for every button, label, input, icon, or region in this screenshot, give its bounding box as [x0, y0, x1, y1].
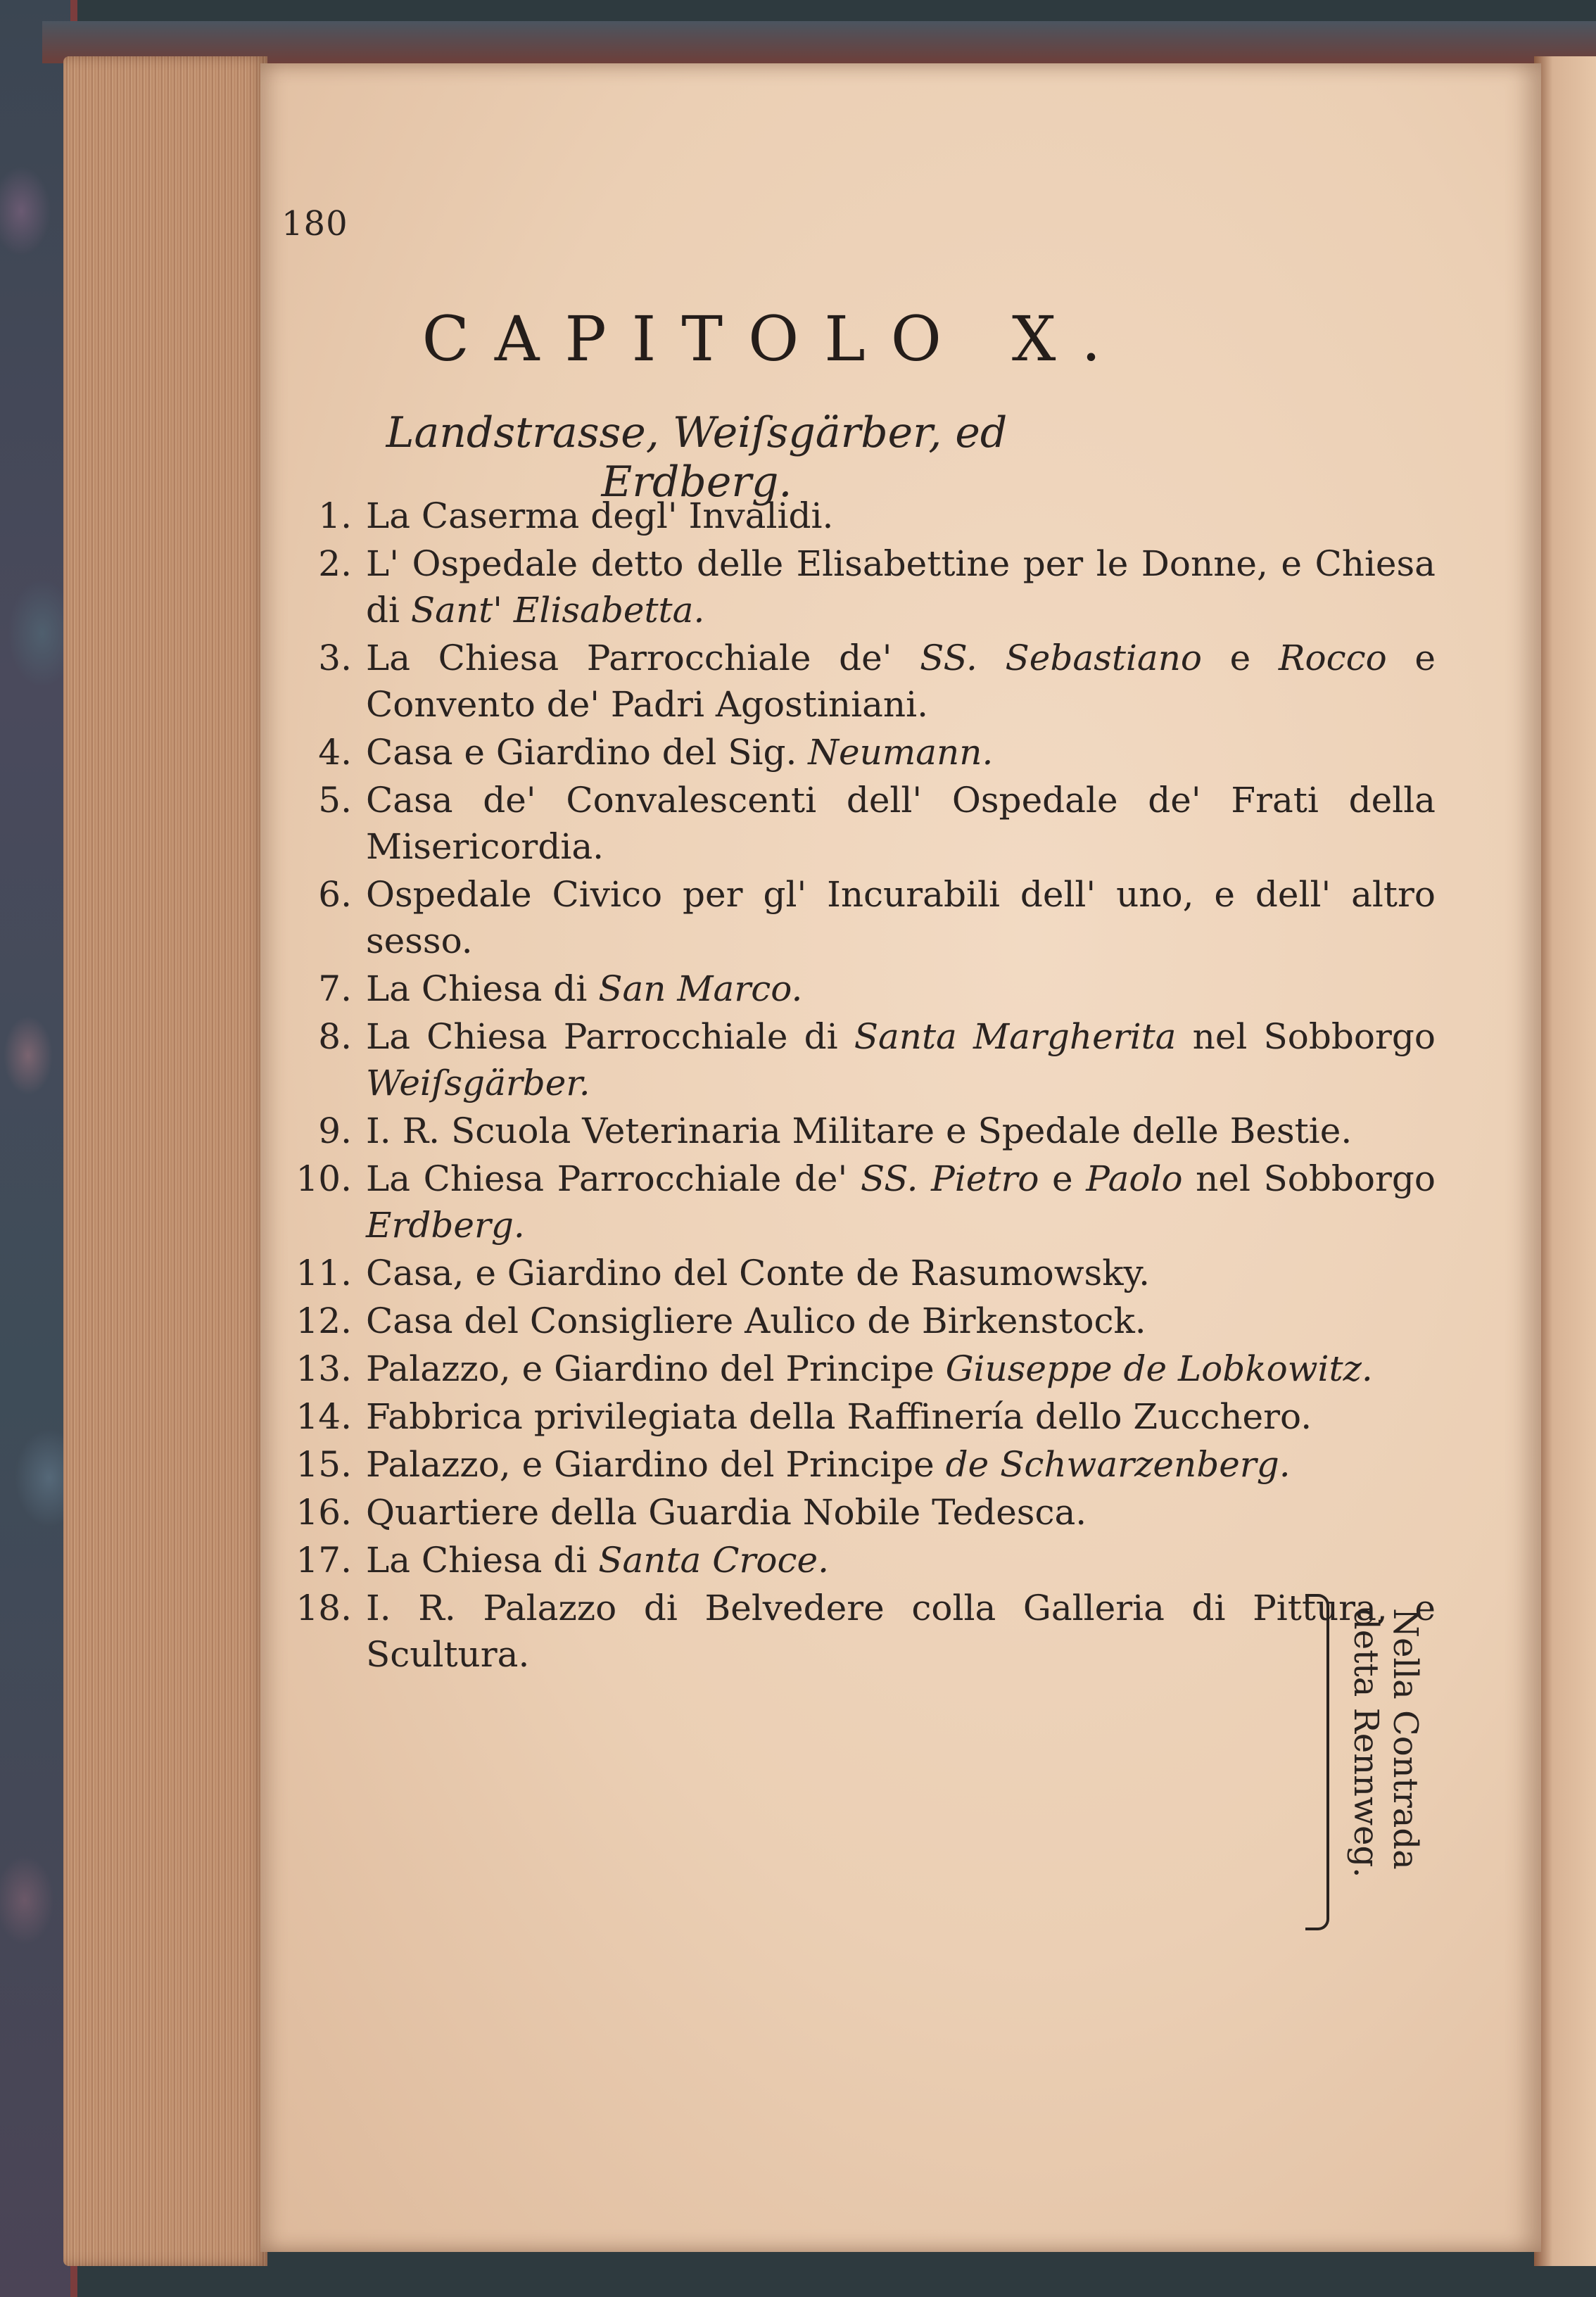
entry-text: [366, 1298, 1436, 1344]
list-item: [274, 777, 1436, 870]
list-item: [274, 1585, 1436, 1678]
top-binding: [42, 21, 1596, 63]
entry-number: 11.: [296, 1253, 352, 1293]
list-item: [274, 1346, 1436, 1392]
facing-page-edge: [1534, 56, 1596, 2266]
chapter-title: CAPITOLO X.: [422, 303, 1127, 375]
entry-text: [366, 1346, 1436, 1392]
entry-text: [366, 493, 1436, 539]
entry-text-segment: La Chiesa Parrocchiale de': [366, 638, 920, 678]
list-item: [274, 493, 1436, 539]
list-item: [274, 635, 1436, 728]
entry-text-segment: SS. Sebastiano: [920, 638, 1203, 678]
entry-text-segment: Neumann.: [808, 732, 994, 773]
page-edges: [63, 56, 267, 2266]
entry-number: 8.: [318, 1016, 352, 1057]
entry-text: [366, 540, 1436, 633]
list-item: [274, 871, 1436, 964]
entry-number: 2.: [318, 543, 352, 584]
entry-text-segment: Erdberg.: [366, 1205, 525, 1246]
entry-text-segment: I. R. Scuola Veterinaria Militare e Spedale delle Bestie.: [366, 1110, 1353, 1151]
list-item: [274, 1108, 1436, 1154]
entry-number: 18.: [296, 1588, 352, 1628]
entry-text-segment: Quartiere della Guardia Nobile Tedesca.: [366, 1492, 1087, 1533]
entry-text-segment: e Convento de' Padri Agostiniani.: [366, 638, 1436, 725]
entry-text-segment: Casa de' Convalescenti dell' Ospedale de' Frati della Misericordia.: [366, 780, 1436, 867]
entry-text-segment: Casa, e Giardino del Conte de Rasumowsky.: [366, 1253, 1150, 1293]
entry-text-segment: Ospedale Civico per gl' Incurabili dell' uno, e dell' altro sesso.: [366, 874, 1436, 961]
entry-text-segment: L' Ospedale detto delle Elisabettine per le Donne, e Chiesa di: [366, 543, 1436, 631]
entry-text-segment: I. R. Palazzo di Belvedere colla Galleria di Pittura, e Scultura.: [366, 1588, 1436, 1675]
entry-text-segment: Weiſsgärber.: [366, 1063, 590, 1103]
entry-text: [366, 1250, 1436, 1296]
entry-text-segment: La Chiesa di: [366, 1540, 599, 1581]
entry-text: [366, 1537, 1436, 1583]
entry-text: [366, 635, 1436, 728]
list-item: [274, 1441, 1436, 1488]
list-item: [274, 1489, 1436, 1536]
entry-text-segment: Casa e Giardino del Sig.: [366, 732, 809, 773]
entry-text-segment: Giuseppe de Lobkowitz.: [945, 1348, 1373, 1389]
entry-text: [366, 1441, 1436, 1488]
entry-number: 16.: [296, 1492, 352, 1533]
entry-number: 17.: [296, 1540, 352, 1581]
entry-text-segment: Santa Croce.: [598, 1540, 830, 1581]
margin-note: Nella Contrada detta Rennweg.: [1346, 1608, 1425, 1878]
entry-text-segment: San Marco.: [598, 968, 803, 1009]
entry-number: 7.: [318, 968, 352, 1009]
entry-number: 13.: [296, 1348, 352, 1389]
entry-text: [366, 966, 1436, 1012]
entry-text-segment: La Caserma degl' Invalidi.: [366, 495, 834, 536]
entry-text-segment: nel Sobborgo: [1176, 1016, 1436, 1057]
entry-text: [366, 1489, 1436, 1536]
entry-number: 3.: [318, 638, 352, 678]
entry-text-segment: de Schwarzenberg.: [945, 1444, 1291, 1485]
list-item: [274, 540, 1436, 633]
entry-text-segment: nel Sobborgo: [1182, 1158, 1436, 1199]
entry-number: 12.: [296, 1301, 352, 1341]
entry-text: [366, 1108, 1436, 1154]
entry-text-segment: SS. Pietro: [860, 1158, 1039, 1199]
entry-text: [366, 1156, 1436, 1248]
page-number: 180: [281, 204, 348, 243]
entry-number: 5.: [318, 780, 352, 821]
entry-number: 10.: [296, 1158, 352, 1199]
entry-text: [366, 871, 1436, 964]
list-item: [274, 729, 1436, 776]
entry-text-segment: Palazzo, e Giardino del Principe: [366, 1444, 946, 1485]
entry-number: 1.: [318, 495, 352, 536]
entry-number: 15.: [296, 1444, 352, 1485]
entry-text: [366, 729, 1436, 776]
entry-text-segment: Fabbrica privilegiata della Raffinería dello Zucchero.: [366, 1396, 1312, 1437]
entry-text-segment: La Chiesa Parrocchiale de': [366, 1158, 861, 1199]
entry-text: [366, 1393, 1436, 1440]
list-item: [274, 1250, 1436, 1296]
entry-number: 4.: [318, 732, 352, 773]
entry-number: 9.: [318, 1110, 352, 1151]
list-item: [274, 1013, 1436, 1106]
chapter-subtitle: Landstrasse, Weiſsgärber, ed Erdberg.: [386, 408, 1008, 507]
entry-text-segment: e: [1039, 1158, 1087, 1199]
entry-text-segment: La Chiesa Parrocchiale di: [366, 1016, 854, 1057]
entry-list: [274, 493, 1436, 1679]
entry-text-segment: Sant' Elisabetta.: [410, 590, 705, 631]
entry-number: 6.: [318, 874, 352, 915]
entry-text-segment: Santa Margherita: [854, 1016, 1177, 1057]
list-item: [274, 1393, 1436, 1440]
entry-text: [366, 1013, 1436, 1106]
entry-text-segment: Casa del Consigliere Aulico de Birkenstock.: [366, 1301, 1146, 1341]
list-item: [274, 1156, 1436, 1248]
brace-bracket: [1305, 1594, 1329, 1930]
entry-text-segment: Palazzo, e Giardino del Principe: [366, 1348, 946, 1389]
entry-text-segment: La Chiesa di: [366, 968, 599, 1009]
entry-text-segment: Rocco: [1278, 638, 1387, 678]
entry-text-segment: e: [1202, 638, 1279, 678]
list-item: [274, 1298, 1436, 1344]
entry-number: 14.: [296, 1396, 352, 1437]
list-item: [274, 1537, 1436, 1583]
list-item: [274, 966, 1436, 1012]
entry-text: [366, 1585, 1436, 1678]
entry-text: [366, 777, 1436, 870]
entry-text-segment: Paolo: [1086, 1158, 1183, 1199]
